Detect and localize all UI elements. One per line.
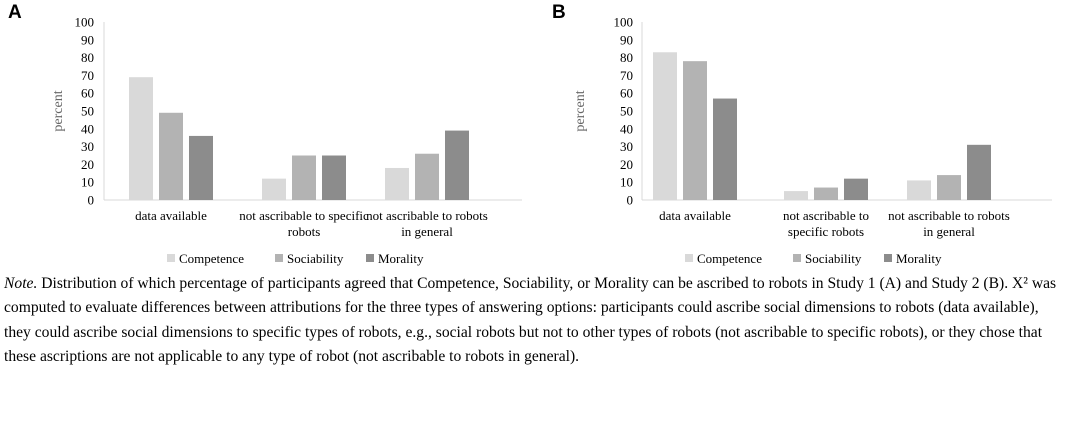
y-tick-label: 100 bbox=[74, 14, 94, 30]
bar-competence bbox=[784, 191, 808, 200]
bar-sociability bbox=[814, 188, 838, 200]
y-tick-label: 30 bbox=[620, 139, 633, 155]
y-tick-label: 80 bbox=[81, 50, 94, 66]
y-tick-label: 0 bbox=[626, 192, 633, 208]
bar-morality bbox=[189, 136, 213, 200]
bar-competence bbox=[653, 52, 677, 200]
bar-sociability bbox=[292, 156, 316, 201]
legend-swatch-morality bbox=[366, 254, 374, 262]
y-tick-label: 30 bbox=[81, 139, 94, 155]
y-tick-label: 70 bbox=[620, 67, 633, 83]
chart-panel-a bbox=[8, 2, 522, 266]
legend-swatch-sociability bbox=[793, 254, 801, 262]
y-tick-label: 40 bbox=[620, 121, 633, 137]
figure-note bbox=[4, 272, 1062, 370]
bar-sociability bbox=[937, 175, 961, 200]
y-tick-label: 10 bbox=[81, 174, 94, 190]
panel-letter: A bbox=[8, 2, 22, 23]
note-label: Note. bbox=[4, 275, 38, 292]
y-tick-label: 60 bbox=[81, 85, 94, 101]
y-tick-label: 0 bbox=[87, 192, 94, 208]
bar-competence bbox=[907, 180, 931, 200]
x-category-label: not ascribable to specific bbox=[239, 208, 369, 223]
legend-label: Morality bbox=[896, 251, 942, 266]
legend-swatch-sociability bbox=[275, 254, 283, 262]
y-tick-label: 10 bbox=[620, 174, 633, 190]
y-tick-label: 70 bbox=[81, 67, 94, 83]
bar-morality bbox=[322, 156, 346, 201]
bar-competence bbox=[385, 168, 409, 200]
panel-letter: B bbox=[552, 2, 566, 23]
bar-morality bbox=[713, 99, 737, 200]
bar-sociability bbox=[415, 154, 439, 200]
legend-swatch-competence bbox=[167, 254, 175, 262]
note-text: Distribution of which percentage of participants agreed that Competence, Sociability, or Morality can be ascribed to robots in Study 1 (A) and Study 2 (B). X² was computed to evaluate differences between attributions for the three types of answering options: participants could ascribe social dimensions to robots (data available), they could ascribe social dimensions to specific types of robots, e.g., social robots but not to other types of robots (not ascribable to specific robots), or they chose that these ascriptions are not applicable to any type of robot (not ascribable to robots in general). bbox=[4, 275, 1057, 366]
x-category-label: robots bbox=[287, 224, 321, 239]
legend-swatch-competence bbox=[685, 254, 693, 262]
y-tick-label: 80 bbox=[620, 50, 633, 66]
y-axis-label: percent bbox=[51, 90, 66, 132]
legend-label: Competence bbox=[179, 251, 244, 266]
y-tick-label: 90 bbox=[81, 32, 94, 48]
y-tick-label: 100 bbox=[613, 14, 633, 30]
y-tick-label: 20 bbox=[81, 156, 94, 172]
y-tick-label: 40 bbox=[81, 121, 94, 137]
y-axis-label: percent bbox=[573, 90, 588, 132]
x-category-label: in general bbox=[401, 224, 453, 239]
x-category-label: specific robots bbox=[787, 224, 865, 239]
chart-panel-b bbox=[552, 2, 1052, 266]
legend-swatch-morality bbox=[884, 254, 892, 262]
y-tick-label: 90 bbox=[620, 32, 633, 48]
legend-label: Competence bbox=[697, 251, 762, 266]
bar-morality bbox=[445, 131, 469, 200]
legend-label: Morality bbox=[378, 251, 424, 266]
bar-competence bbox=[129, 77, 153, 200]
x-category-label: not ascribable to robots bbox=[888, 208, 1010, 223]
bar-morality bbox=[967, 145, 991, 200]
x-category-label: not ascribable to robots bbox=[366, 208, 488, 223]
x-category-label: data available bbox=[135, 208, 207, 223]
legend-label: Sociability bbox=[805, 251, 862, 266]
x-category-label: in general bbox=[923, 224, 975, 239]
y-tick-label: 60 bbox=[620, 85, 633, 101]
y-tick-label: 20 bbox=[620, 156, 633, 172]
bar-sociability bbox=[159, 113, 183, 200]
x-category-label: not ascribable to bbox=[783, 208, 869, 223]
y-tick-label: 50 bbox=[81, 103, 94, 119]
y-tick-label: 50 bbox=[620, 103, 633, 119]
legend-label: Sociability bbox=[287, 251, 344, 266]
bar-morality bbox=[844, 179, 868, 200]
bar-competence bbox=[262, 179, 286, 200]
bar-sociability bbox=[683, 61, 707, 200]
x-category-label: data available bbox=[659, 208, 731, 223]
